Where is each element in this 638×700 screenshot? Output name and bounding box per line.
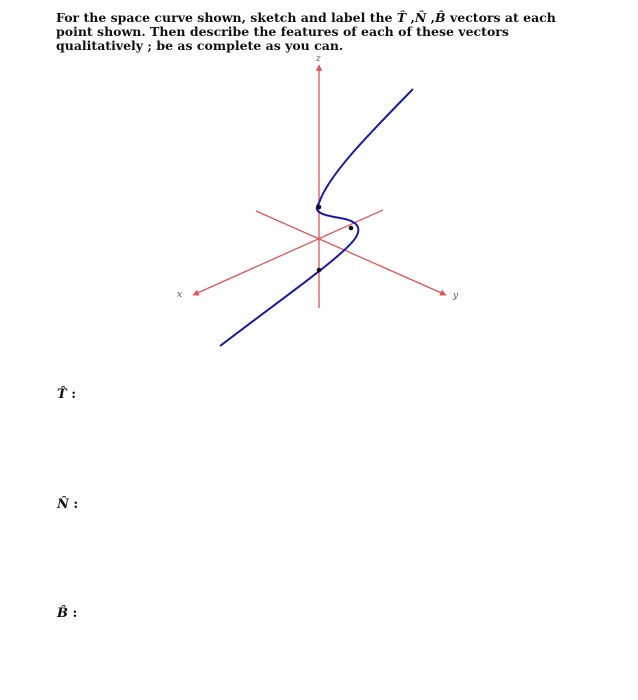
answer-label-t — [57, 387, 76, 402]
y-axis — [256, 211, 446, 295]
answer-label-b — [57, 606, 77, 621]
answer-t-symbol: T̂ — [57, 387, 67, 402]
question-text — [56, 11, 596, 53]
answer-t-colon: : — [66, 387, 77, 402]
x-axis-label: x — [177, 290, 183, 300]
answer-b-colon: : — [68, 606, 78, 621]
separator-2: , — [426, 10, 436, 25]
curve-point-lower — [317, 268, 322, 273]
curve-point-upper — [317, 205, 322, 210]
space-curve — [220, 89, 413, 346]
y-axis-label: y — [453, 291, 459, 301]
vector-n-symbol: N̂ — [414, 10, 427, 25]
space-curve-figure — [170, 48, 470, 353]
answer-n-colon: : — [68, 497, 79, 512]
z-axis-label: z — [316, 54, 321, 64]
vector-t-symbol: T̂ — [396, 10, 407, 25]
answer-n-symbol: N̂ — [57, 497, 69, 512]
question-part2: vectors at each point shown. Then describe the features of each of these vectors qualitatively ; be as complete as you can. — [56, 10, 556, 53]
answer-b-symbol: B̂ — [57, 606, 68, 621]
separator-1: , — [406, 10, 415, 25]
question-part1: For the space curve shown, sketch and label the — [56, 10, 397, 25]
vector-b-symbol: B̂ — [435, 10, 446, 25]
curve-point-middle — [349, 226, 354, 231]
answer-label-n — [57, 497, 78, 512]
